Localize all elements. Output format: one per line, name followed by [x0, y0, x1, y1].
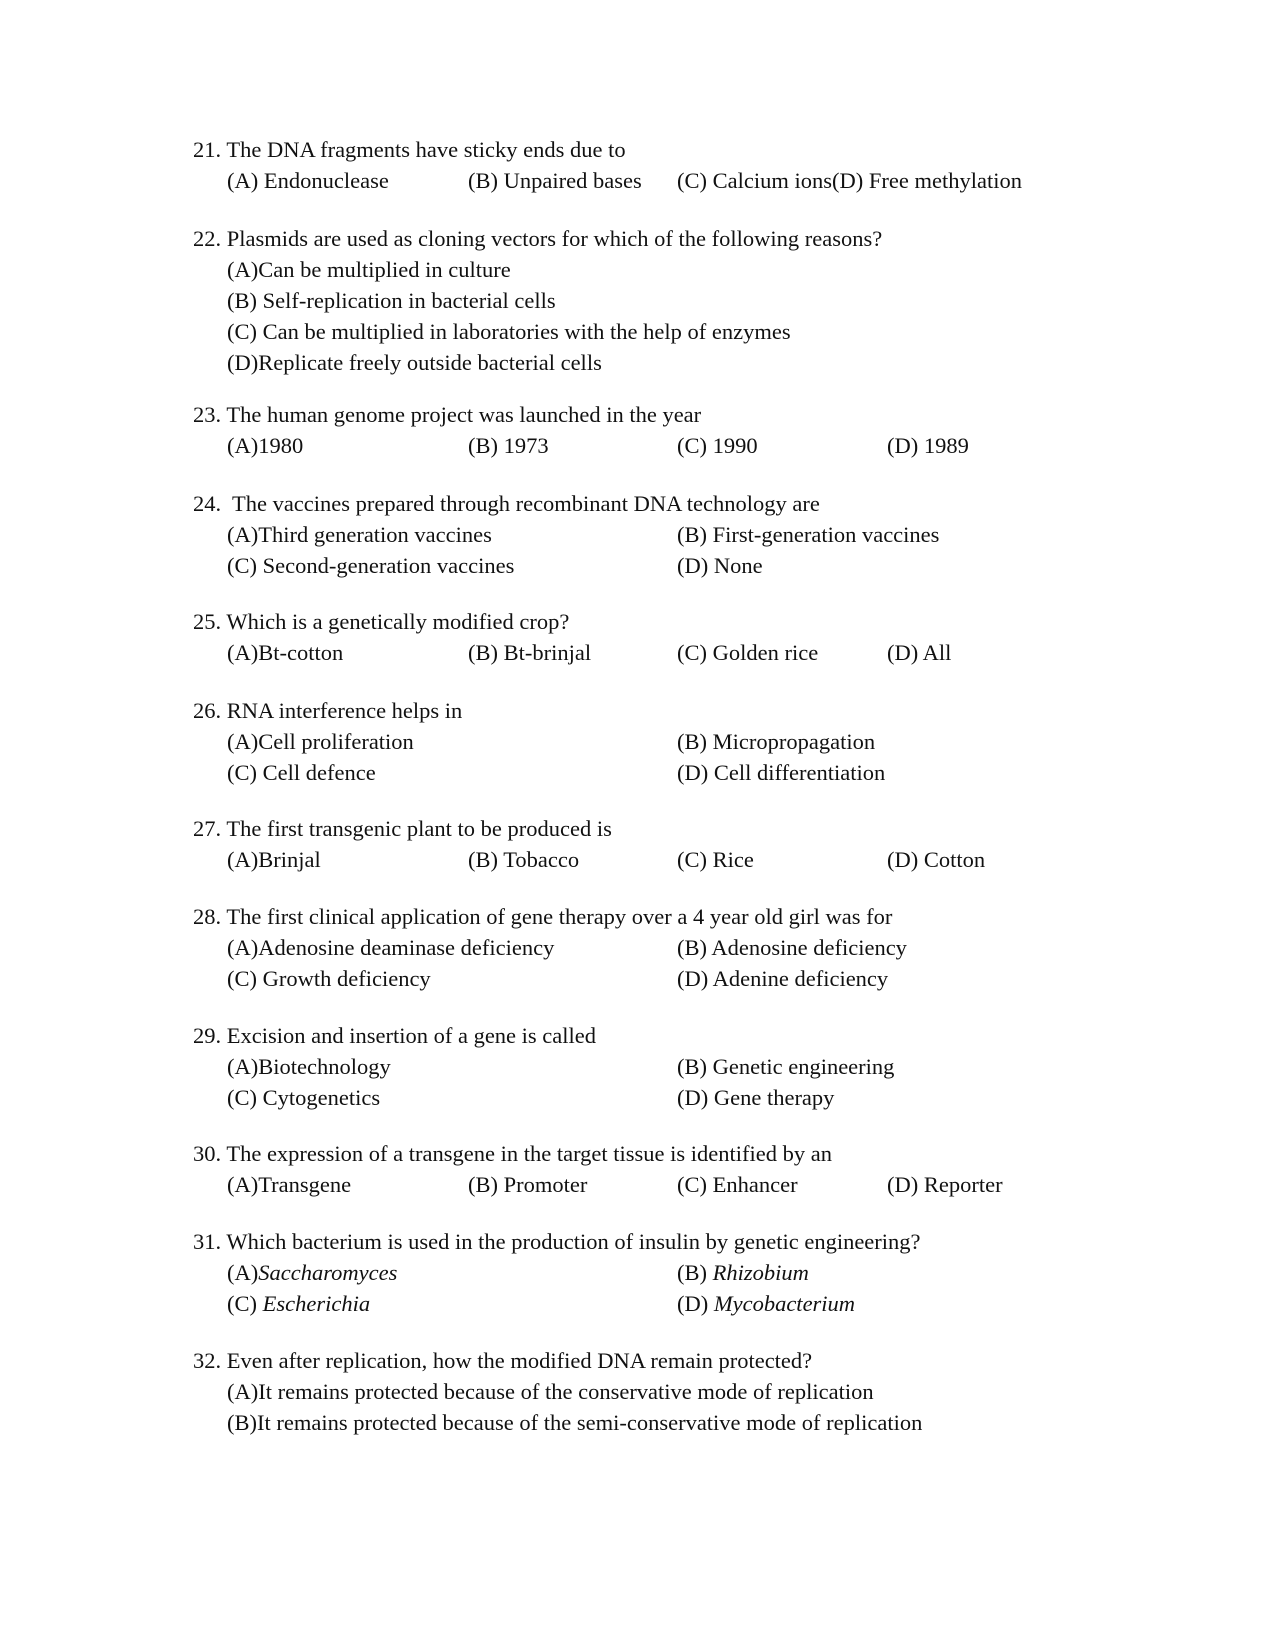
option-text: Third generation vaccines — [258, 522, 492, 547]
option-d — [677, 757, 885, 788]
option-text: Endonuclease — [263, 168, 389, 193]
question-stem — [193, 695, 1193, 726]
option-label: (D) — [887, 640, 919, 665]
option-text: Cotton — [923, 847, 986, 872]
option-a — [227, 1376, 874, 1407]
option-c — [227, 1082, 380, 1113]
option-text: Calcium ions — [712, 168, 832, 193]
option-label: (B) — [468, 640, 498, 665]
option-text: Adenine deficiency — [712, 966, 889, 991]
option-a — [227, 1169, 351, 1200]
question-number: 28. — [193, 904, 222, 929]
option-text: It remains protected because of the conservative mode of replication — [258, 1379, 874, 1404]
question-stem — [193, 606, 1193, 637]
question-number: 25. — [193, 609, 222, 634]
option-text: Escherichia — [262, 1291, 371, 1316]
question-number: 26. — [193, 698, 222, 723]
option-label: (B) — [677, 1260, 707, 1285]
option-text: Adenosine deficiency — [711, 935, 907, 960]
option-text: Rice — [712, 847, 754, 872]
question-text: Even after replication, how the modified DNA remain protected? — [226, 1348, 813, 1373]
option-label: (A) — [227, 433, 259, 458]
option-text: Enhancer — [712, 1172, 798, 1197]
question-text: The DNA fragments have sticky ends due to — [226, 137, 626, 162]
option-label: (D) — [832, 168, 864, 193]
option-text: Growth deficiency — [262, 966, 431, 991]
question-text: The first transgenic plant to be produced is — [226, 816, 612, 841]
option-b — [468, 637, 591, 668]
option-label: (D) — [887, 433, 919, 458]
option-b — [468, 430, 549, 461]
option-text: Can be multiplied in culture — [258, 257, 511, 282]
option-d — [887, 1169, 1003, 1200]
option-label: (A) — [227, 935, 259, 960]
option-text: Biotechnology — [258, 1054, 391, 1079]
question-stem — [193, 1020, 1193, 1051]
option-b — [677, 932, 907, 963]
option-b — [227, 1407, 922, 1438]
option-label: (A) — [227, 522, 259, 547]
question-25 — [193, 606, 1193, 668]
question-31 — [193, 1226, 1193, 1319]
option-label: (B) — [468, 433, 498, 458]
option-text: Mycobacterium — [713, 1291, 856, 1316]
question-number: 29. — [193, 1023, 222, 1048]
question-text: Which is a genetically modified crop? — [226, 609, 570, 634]
option-label: (B) — [677, 729, 707, 754]
option-text: Micropropagation — [712, 729, 876, 754]
option-label: (C) — [677, 168, 707, 193]
option-c — [227, 1288, 370, 1319]
option-a — [227, 430, 303, 461]
question-27 — [193, 813, 1193, 875]
option-b — [677, 519, 939, 550]
question-32 — [193, 1345, 1193, 1438]
option-label: (D) — [887, 847, 919, 872]
option-text: Gene therapy — [713, 1085, 835, 1110]
option-label: (C) — [677, 1172, 707, 1197]
option-label: (C) — [227, 319, 257, 344]
option-d — [677, 1082, 834, 1113]
option-label: (C) — [227, 553, 257, 578]
option-text: First-generation vaccines — [712, 522, 940, 547]
option-d — [677, 1288, 855, 1319]
question-stem — [193, 1345, 1193, 1376]
option-d — [677, 550, 763, 581]
option-text: Tobacco — [503, 847, 580, 872]
option-a — [227, 844, 321, 875]
question-number: 23. — [193, 402, 222, 427]
option-text: Cell proliferation — [258, 729, 414, 754]
option-label: (B) — [468, 1172, 498, 1197]
option-label: (A) — [227, 257, 259, 282]
question-stem — [193, 134, 1193, 165]
option-b — [677, 1257, 809, 1288]
question-text: The vaccines prepared through recombinant DNA technology are — [231, 491, 820, 516]
option-text: Free methylation — [868, 168, 1022, 193]
option-a — [227, 1257, 397, 1288]
option-text: It remains protected because of the semi-conservative mode of replication — [257, 1410, 923, 1435]
option-label: (A) — [227, 1260, 259, 1285]
option-label: (C) — [677, 433, 707, 458]
question-29 — [193, 1020, 1193, 1113]
option-d — [887, 430, 969, 461]
option-a — [227, 637, 343, 668]
question-text: Plasmids are used as cloning vectors for which of the following reasons? — [226, 226, 883, 251]
option-a — [227, 932, 554, 963]
option-label: (C) — [677, 847, 707, 872]
question-30 — [193, 1138, 1193, 1200]
option-b — [677, 726, 875, 757]
option-text: Cell differentiation — [713, 760, 886, 785]
question-number: 32. — [193, 1348, 222, 1373]
option-label: (C) — [227, 1291, 257, 1316]
option-text: Bt-cotton — [258, 640, 344, 665]
question-stem — [193, 399, 1193, 430]
option-b — [468, 1169, 587, 1200]
option-text: Promoter — [503, 1172, 588, 1197]
question-24 — [193, 488, 1193, 581]
question-stem — [193, 1226, 1193, 1257]
option-label: (B) — [468, 847, 498, 872]
option-text: Replicate freely outside bacterial cells — [258, 350, 602, 375]
option-c — [227, 757, 376, 788]
option-label: (D) — [677, 760, 709, 785]
option-label: (B) — [677, 935, 707, 960]
option-text: Brinjal — [258, 847, 321, 872]
option-c — [677, 844, 754, 875]
option-text: Rhizobium — [712, 1260, 809, 1285]
option-a — [227, 726, 414, 757]
option-text: Second-generation vaccines — [262, 553, 515, 578]
question-text: Which bacterium is used in the production of insulin by genetic engineering? — [226, 1229, 921, 1254]
option-text: Self-replication in bacterial cells — [262, 288, 556, 313]
question-text: The first clinical application of gene therapy over a 4 year old girl was for — [226, 904, 893, 929]
question-number: 30. — [193, 1141, 222, 1166]
option-label: (D) — [677, 553, 709, 578]
option-text: Bt-brinjal — [503, 640, 592, 665]
question-stem — [193, 813, 1193, 844]
option-b — [468, 165, 642, 196]
question-stem — [193, 223, 1193, 254]
option-c-d — [677, 165, 1022, 196]
option-label: (C) — [227, 760, 257, 785]
option-label: (A) — [227, 729, 259, 754]
option-label: (D) — [677, 1291, 709, 1316]
option-label: (B) — [227, 1410, 257, 1435]
option-text: Can be multiplied in laboratories with the help of enzymes — [262, 319, 791, 344]
question-stem — [193, 1138, 1193, 1169]
option-text: 1989 — [923, 433, 969, 458]
option-text: Cytogenetics — [262, 1085, 381, 1110]
option-text: 1980 — [258, 433, 304, 458]
option-d — [887, 637, 951, 668]
option-text: 1973 — [503, 433, 549, 458]
question-21 — [193, 134, 1193, 196]
option-label: (D) — [677, 1085, 709, 1110]
option-text: Saccharomyces — [258, 1260, 398, 1285]
option-label: (B) — [677, 522, 707, 547]
option-text: Unpaired bases — [503, 168, 642, 193]
option-label: (A) — [227, 1379, 259, 1404]
option-c — [227, 316, 791, 347]
option-c — [677, 430, 758, 461]
option-label: (A) — [227, 1054, 259, 1079]
question-text: Excision and insertion of a gene is called — [226, 1023, 597, 1048]
question-text: The human genome project was launched in the year — [226, 402, 702, 427]
question-26 — [193, 695, 1193, 788]
option-label: (D) — [227, 350, 259, 375]
option-c — [227, 550, 514, 581]
question-number: 27. — [193, 816, 222, 841]
option-label: (C) — [227, 966, 257, 991]
option-label: (B) — [227, 288, 257, 313]
option-label: (D) — [887, 1172, 919, 1197]
question-number: 21. — [193, 137, 222, 162]
option-text: All — [922, 640, 952, 665]
question-22 — [193, 223, 1193, 378]
question-23 — [193, 399, 1193, 461]
question-number: 24. — [193, 491, 222, 516]
option-c — [227, 963, 431, 994]
question-stem — [193, 901, 1193, 932]
question-text: The expression of a transgene in the target tissue is identified by an — [226, 1141, 833, 1166]
option-label: (A) — [227, 168, 259, 193]
option-text: None — [713, 553, 763, 578]
option-text: Adenosine deaminase deficiency — [258, 935, 555, 960]
option-a — [227, 519, 492, 550]
option-text: Transgene — [258, 1172, 352, 1197]
option-a — [227, 165, 389, 196]
option-a — [227, 1051, 391, 1082]
option-b — [468, 844, 579, 875]
option-label: (A) — [227, 1172, 259, 1197]
option-label: (B) — [677, 1054, 707, 1079]
option-b — [677, 1051, 894, 1082]
option-text: 1990 — [712, 433, 758, 458]
option-d — [227, 347, 602, 378]
question-number: 31. — [193, 1229, 222, 1254]
option-b — [227, 285, 556, 316]
option-label: (A) — [227, 640, 259, 665]
option-label: (C) — [227, 1085, 257, 1110]
option-c — [677, 1169, 798, 1200]
option-label: (A) — [227, 847, 259, 872]
option-d — [677, 963, 888, 994]
question-text: RNA interference helps in — [226, 698, 463, 723]
option-label: (D) — [677, 966, 709, 991]
option-text: Reporter — [923, 1172, 1003, 1197]
question-28 — [193, 901, 1193, 994]
option-text: Cell defence — [262, 760, 376, 785]
option-label: (C) — [677, 640, 707, 665]
option-c — [677, 637, 818, 668]
option-a — [227, 254, 511, 285]
option-d — [887, 844, 985, 875]
question-number: 22. — [193, 226, 222, 251]
question-stem — [193, 488, 1193, 519]
option-label: (B) — [468, 168, 498, 193]
option-text: Genetic engineering — [712, 1054, 895, 1079]
option-text: Golden rice — [712, 640, 819, 665]
